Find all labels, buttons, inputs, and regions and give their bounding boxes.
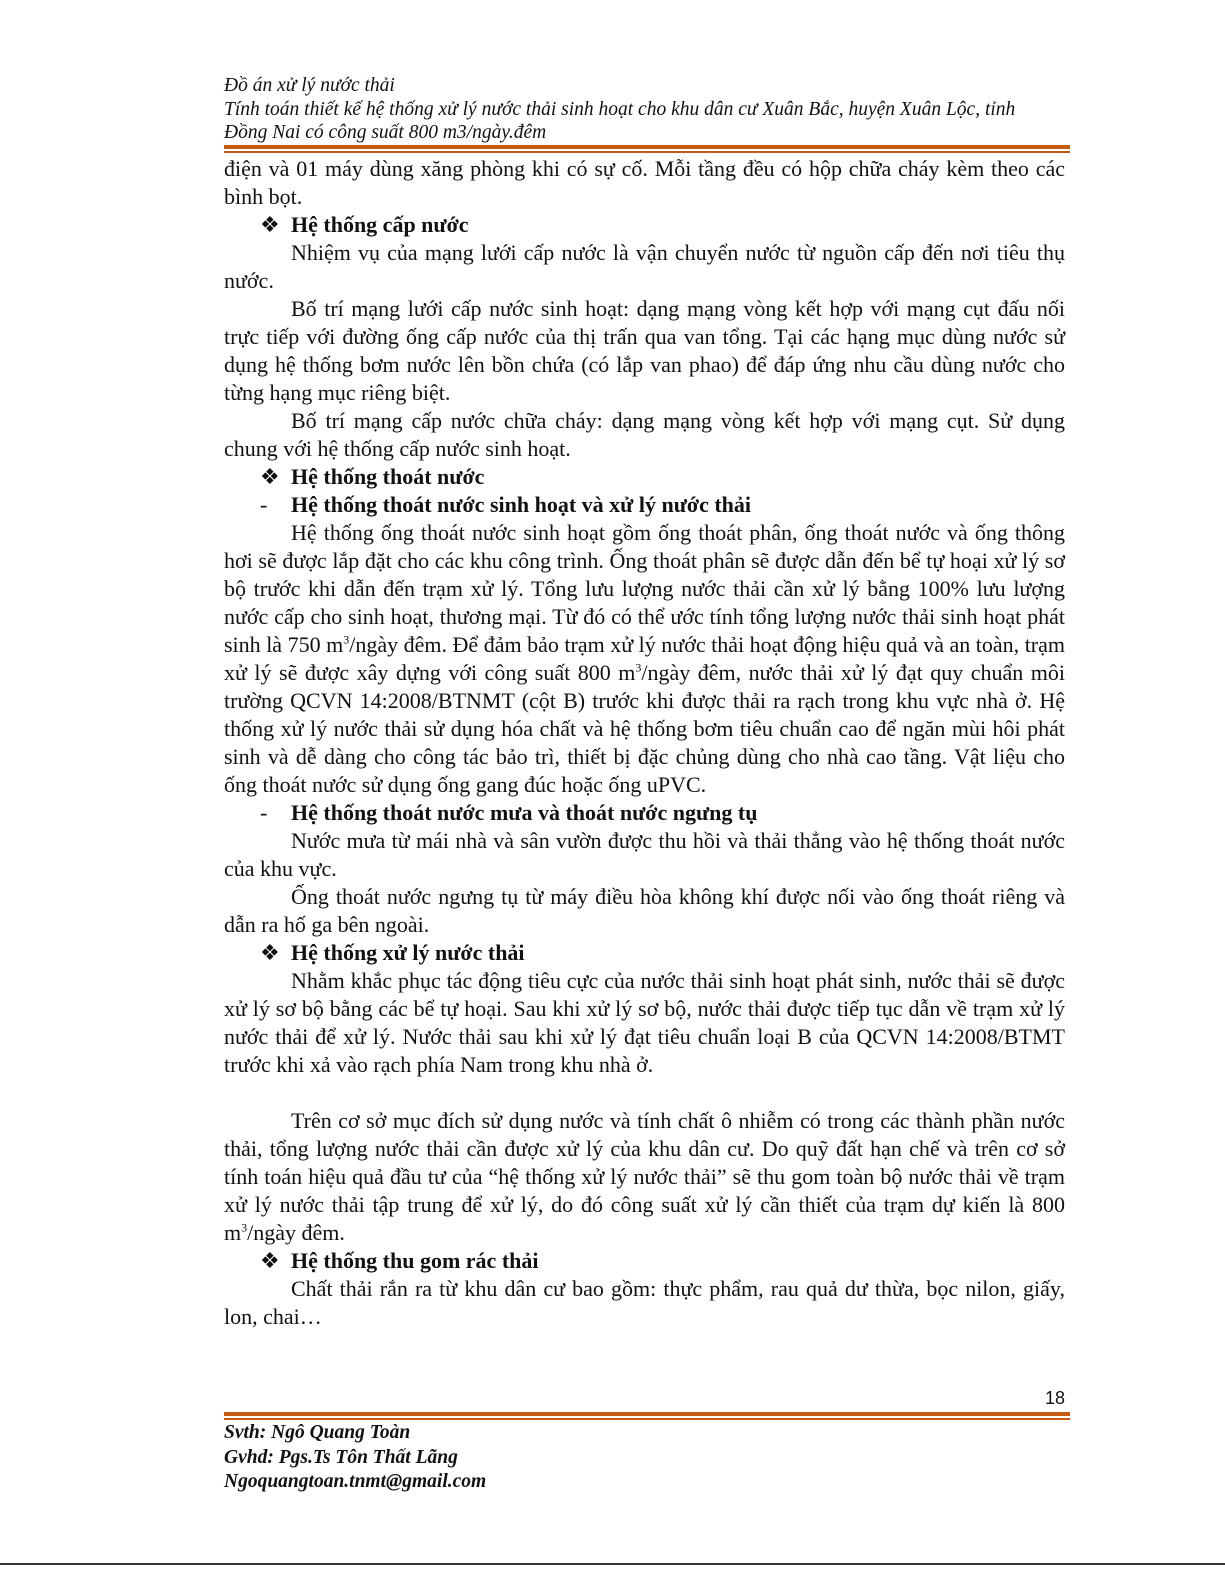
heading-text: Hệ thống cấp nước <box>291 212 469 237</box>
header-rule-thick <box>224 145 1070 149</box>
dash-bullet: - <box>260 492 268 517</box>
heading-rac <box>224 1247 1065 1275</box>
superscript: 3 <box>635 660 642 675</box>
page-header <box>224 74 1070 145</box>
text-run: /ngày đêm, nước thải xử lý đạt quy chuẩn môi trường QCVN 14:2008/BTNMT (cột B) trước khi được thải ra rạch trong khu vực nhà ở. Hệ thống xử lý nước thải sử dụng hóa chất và hệ thống bơm tiêu chuẩn cao để ngăn mùi hôi phát sinh và dễ dàng cho công tác bảo trì, thiết bị đặc chủng dùng cho nhà cao tầng. Vật liệu cho ống thoát nước sử dụng ống gang đúc hoặc ống uPVC. <box>224 660 1066 797</box>
text-run: Hệ thống ống thoát nước sinh hoạt gồm ống thoát phân, ống thoát nước và ống thông hơi sẽ được lắp đặt cho các khu công trình. Ống thoát phân sẽ được dẫn đến bể tự hoại xử lý sơ bộ trước khi dẫn đến trạm xử lý. Tổng lưu lượng nước thải cần xử lý bằng 100% lưu lượng nước cấp cho sinh hoạt, thương mại. Từ đó có thể ước tính tổng lượng nước thải sinh hoạt phát sinh là 750 m <box>224 520 1065 657</box>
paragraph <box>224 519 1065 799</box>
header-line-2: Tính toán thiết kế hệ thống xử lý nước thải sinh hoạt cho khu dân cư Xuân Bắc, huyện Xuân Lộc, tỉnh <box>224 98 1016 120</box>
heading-text: Hệ thống thoát nước <box>291 464 485 489</box>
paragraph: Bố trí mạng cấp nước chữa cháy: dạng mạng vòng kết hợp với mạng cụt. Sử dụng chung với hệ thống cấp nước sinh hoạt. <box>224 408 1065 461</box>
dash-bullet: - <box>260 800 268 825</box>
paragraph: Nhằm khắc phục tác động tiêu cực của nước thải sinh hoạt phát sinh, nước thải sẽ được xử lý sơ bộ bằng các bể tự hoại. Sau khi xử lý sơ bộ, nước thải được tiếp tục dẫn về trạm xử lý nước thải để xử lý. Nước thải sau khi xử lý đạt tiêu chuẩn loại B của QCVN 14:2008/BTMT trước khi xả vào rạch phía Nam trong khu nhà ở. <box>224 968 1065 1077</box>
header-line-1: Đồ án xử lý nước thải <box>224 75 395 96</box>
paragraph: Nhiệm vụ của mạng lưới cấp nước là vận chuyển nước từ nguồn cấp đến nơi tiêu thụ nước. <box>224 240 1065 293</box>
footer-rule-thick <box>224 1412 1070 1416</box>
paragraph: Nước mưa từ mái nhà và sân vườn được thu hồi và thải thẳng vào hệ thống thoát nước của khu vực. <box>224 828 1065 881</box>
page-number: 18 <box>1044 1388 1065 1408</box>
paragraph <box>224 1107 1065 1247</box>
subheading-thoat-sinh-hoat <box>224 491 1065 519</box>
page-footer <box>224 1421 1070 1495</box>
document-body <box>224 155 1065 1331</box>
page-bottom-border <box>0 1563 1225 1565</box>
blank-line <box>224 1079 1065 1107</box>
heading-thoat-nuoc <box>224 463 1065 491</box>
text-run: Trên cơ sở mục đích sử dụng nước và tính chất ô nhiễm có trong các thành phần nước thải, tổng lượng nước thải cần được xử lý của khu dân cư. Do quỹ đất hạn chế và trên cơ sở tính toán hiệu quả đầu tư của “hệ thống xử lý nước thải” sẽ thu gom toàn bộ nước thải về trạm xử lý nước thải tập trung để xử lý, do đó công suất xử lý cần thiết của trạm dự kiến là 800 m <box>224 1108 1065 1245</box>
superscript: 3 <box>241 1220 248 1235</box>
paragraph: Ống thoát nước ngưng tụ từ máy điều hòa không khí được nối vào ống thoát riêng và dẫn ra hố ga bên ngoài. <box>224 884 1065 937</box>
diamond-bullet-icon: ❖ <box>260 212 280 237</box>
footer-email: Ngoquangtoan.tnmt@gmail.com <box>224 1471 487 1492</box>
heading-cap-nuoc <box>224 211 1065 239</box>
diamond-bullet-icon: ❖ <box>260 1248 280 1273</box>
paragraph: Chất thải rắn ra từ khu dân cư bao gồm: thực phẩm, rau quả dư thừa, bọc nilon, giấy, lon, chai… <box>224 1276 1065 1329</box>
footer-advisor: Gvhd: Pgs.Ts Tôn Thất Lãng <box>224 1446 458 1468</box>
superscript: 3 <box>343 632 350 647</box>
heading-xu-ly <box>224 939 1065 967</box>
paragraph: Bố trí mạng lưới cấp nước sinh hoạt: dạng mạng vòng kết hợp với mạng cụt đấu nối trực tiếp với đường ống cấp nước của thị trấn qua van tổng. Tại các hạng mục dùng nước sử dụng hệ thống bơm nước lên bồn chứa (có lắp van phao) để đáp ứng nhu cầu dùng nước cho từng hạng mục riêng biệt. <box>224 296 1065 405</box>
subheading-text: Hệ thống thoát nước sinh hoạt và xử lý nước thải <box>291 492 752 517</box>
paragraph-continued: điện và 01 máy dùng xăng phòng khi có sự cố. Mỗi tầng đều có hộp chữa cháy kèm theo các bình bọt. <box>224 156 1065 209</box>
footer-student: Svth: Ngô Quang Toàn <box>224 1422 411 1443</box>
text-run: /ngày đêm. <box>247 1220 345 1245</box>
header-rule-thin <box>224 151 1070 153</box>
heading-text: Hệ thống xử lý nước thải <box>291 940 525 965</box>
diamond-bullet-icon: ❖ <box>260 464 280 489</box>
footer-rule-thin <box>224 1418 1070 1420</box>
heading-text: Hệ thống thu gom rác thải <box>291 1248 539 1273</box>
header-line-3: Đồng Nai có công suất 800 m3/ngày.đêm <box>224 122 547 143</box>
text-run: /ngày đêm. Để đảm bảo trạm xử lý nước thải hoạt động hiệu quả và an toàn, trạm xử lý sẽ được xây dựng với công suất 800 m <box>224 632 1066 685</box>
diamond-bullet-icon: ❖ <box>260 940 280 965</box>
subheading-thoat-mua <box>224 799 1065 827</box>
subheading-text: Hệ thống thoát nước mưa và thoát nước ngưng tụ <box>291 800 758 825</box>
